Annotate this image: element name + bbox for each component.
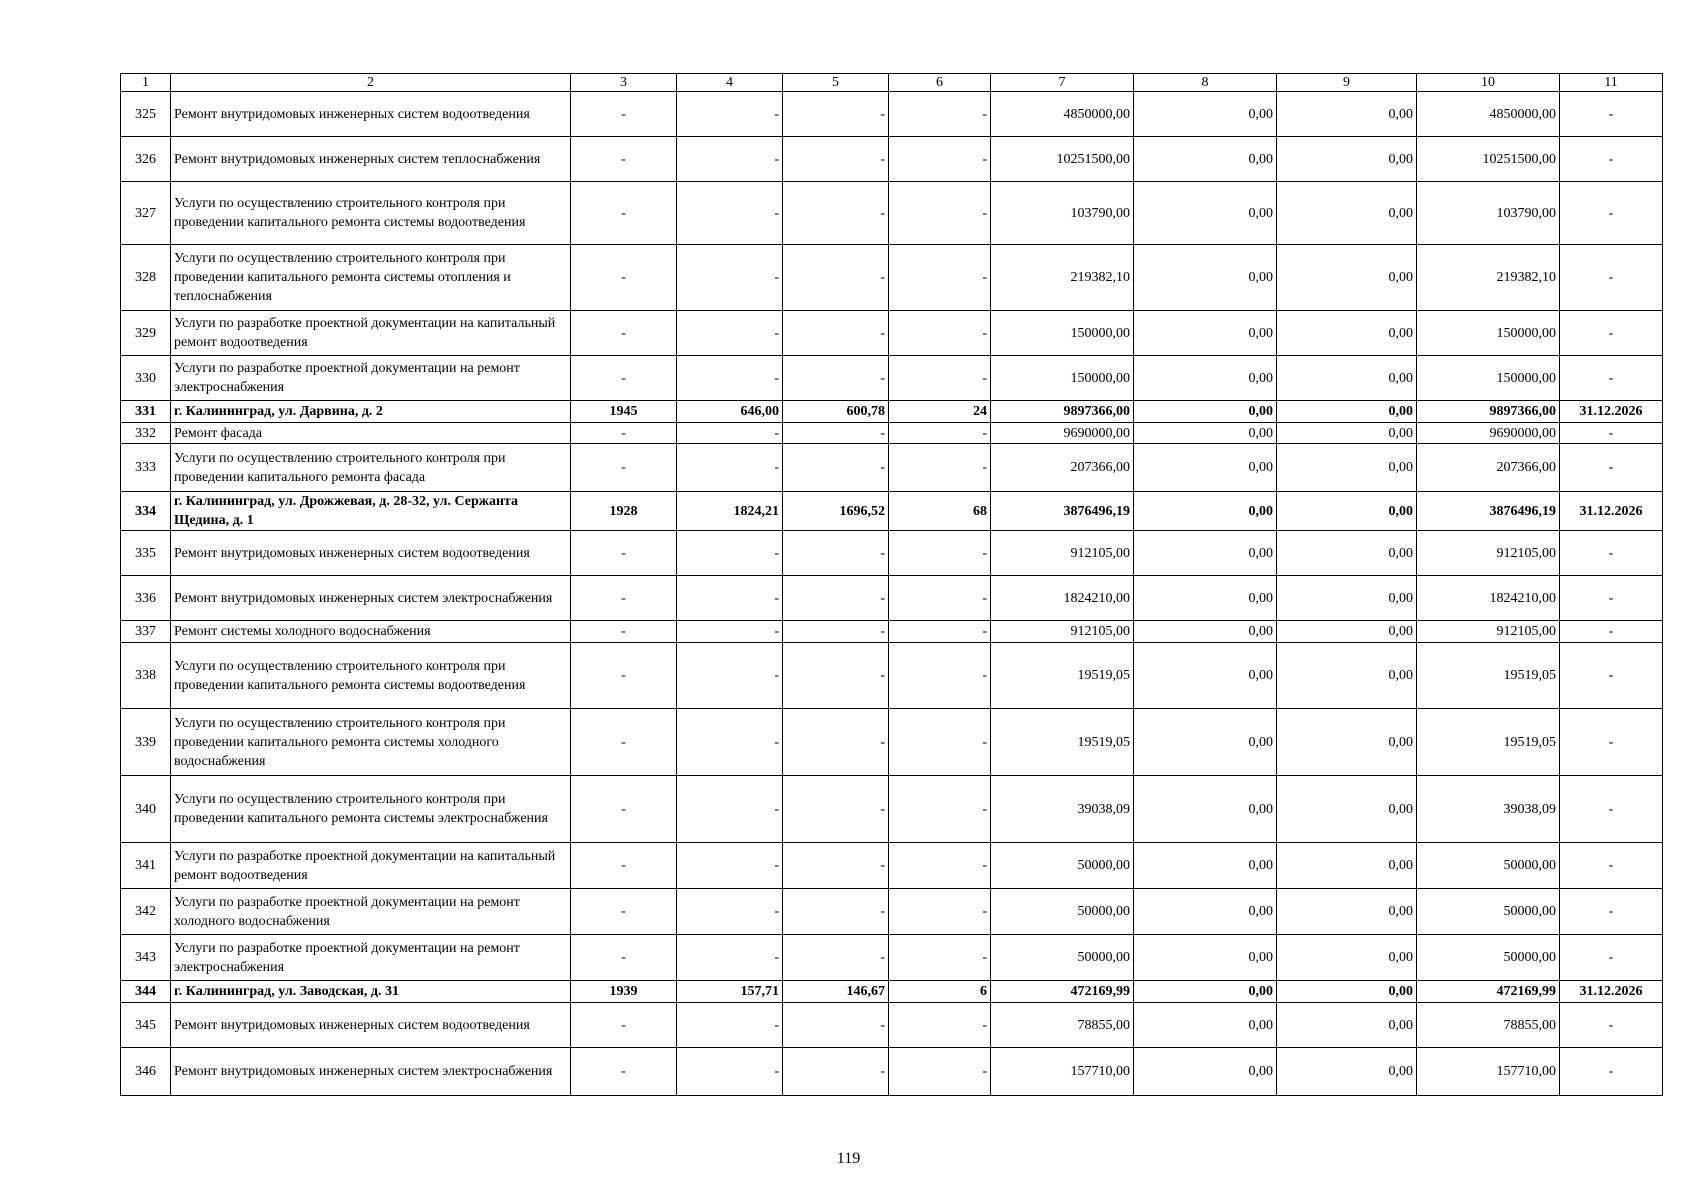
fund-cost-cell: 0,00	[1134, 776, 1277, 843]
row-number-cell: 332	[121, 423, 171, 444]
budget-cost-cell: 0,00	[1277, 843, 1417, 889]
table-row	[121, 245, 1663, 311]
deadline-cell: -	[1560, 935, 1663, 981]
row-number-cell: 339	[121, 709, 171, 776]
total-area-cell: 157,71	[677, 981, 783, 1003]
year-cell: -	[571, 621, 677, 643]
table-row	[121, 492, 1663, 531]
owner-cost-cell: 912105,00	[1417, 531, 1560, 576]
year-cell: -	[571, 643, 677, 709]
fund-cost-cell: 0,00	[1134, 643, 1277, 709]
table-row	[121, 843, 1663, 889]
owner-cost-cell: 472169,99	[1417, 981, 1560, 1003]
year-cell: 1928	[571, 492, 677, 531]
owner-cost-cell: 50000,00	[1417, 935, 1560, 981]
item-description-cell: Ремонт внутридомовых инженерных систем водоотведения	[171, 531, 571, 576]
total-cost-cell: 472169,99	[991, 981, 1134, 1003]
budget-cost-cell: 0,00	[1277, 531, 1417, 576]
total-cost-cell: 19519,05	[991, 643, 1134, 709]
budget-cost-cell: 0,00	[1277, 356, 1417, 401]
fund-cost-cell: 0,00	[1134, 137, 1277, 182]
residents-cell: -	[889, 1003, 991, 1048]
budget-cost-cell: 0,00	[1277, 576, 1417, 621]
item-description-cell: Услуги по осуществлению строительного контроля при проведении капитального ремонта системы холодного водоснабжения	[171, 709, 571, 776]
budget-cost-cell: 0,00	[1277, 423, 1417, 444]
year-cell: -	[571, 1003, 677, 1048]
owner-cost-cell: 4850000,00	[1417, 92, 1560, 137]
owner-cost-cell: 50000,00	[1417, 889, 1560, 935]
column-number: 3	[571, 74, 677, 92]
living-area-cell: -	[783, 182, 889, 245]
budget-cost-cell: 0,00	[1277, 92, 1417, 137]
row-number-cell: 336	[121, 576, 171, 621]
item-description-cell: Услуги по осуществлению строительного контроля при проведении капитального ремонта системы водоотведения	[171, 182, 571, 245]
item-description-cell: г. Калининград, ул. Дарвина, д. 2	[171, 401, 571, 423]
total-cost-cell: 1824210,00	[991, 576, 1134, 621]
residents-cell: -	[889, 843, 991, 889]
table-row	[121, 776, 1663, 843]
table-row	[121, 709, 1663, 776]
deadline-cell: -	[1560, 531, 1663, 576]
year-cell: -	[571, 709, 677, 776]
fund-cost-cell: 0,00	[1134, 92, 1277, 137]
fund-cost-cell: 0,00	[1134, 1003, 1277, 1048]
total-area-cell: -	[677, 889, 783, 935]
owner-cost-cell: 150000,00	[1417, 311, 1560, 356]
data-table	[120, 73, 1663, 1096]
total-cost-cell: 157710,00	[991, 1048, 1134, 1096]
row-number-cell: 341	[121, 843, 171, 889]
residents-cell: -	[889, 356, 991, 401]
fund-cost-cell: 0,00	[1134, 981, 1277, 1003]
page-number: 119	[836, 1150, 861, 1167]
living-area-cell: -	[783, 423, 889, 444]
budget-cost-cell: 0,00	[1277, 1048, 1417, 1096]
table-row	[121, 1003, 1663, 1048]
total-cost-cell: 219382,10	[991, 245, 1134, 311]
budget-cost-cell: 0,00	[1277, 643, 1417, 709]
row-number-cell: 328	[121, 245, 171, 311]
year-cell: -	[571, 935, 677, 981]
fund-cost-cell: 0,00	[1134, 311, 1277, 356]
residents-cell: 24	[889, 401, 991, 423]
budget-cost-cell: 0,00	[1277, 137, 1417, 182]
living-area-cell: -	[783, 1003, 889, 1048]
deadline-cell: -	[1560, 643, 1663, 709]
total-cost-cell: 50000,00	[991, 843, 1134, 889]
table-row	[121, 423, 1663, 444]
living-area-cell: -	[783, 776, 889, 843]
row-number-cell: 346	[121, 1048, 171, 1096]
budget-cost-cell: 0,00	[1277, 889, 1417, 935]
living-area-cell: -	[783, 889, 889, 935]
total-cost-cell: 3876496,19	[991, 492, 1134, 531]
living-area-cell: -	[783, 1048, 889, 1096]
table-row	[121, 182, 1663, 245]
owner-cost-cell: 207366,00	[1417, 444, 1560, 492]
total-area-cell: -	[677, 245, 783, 311]
residents-cell: -	[889, 423, 991, 444]
column-number: 11	[1560, 74, 1663, 92]
living-area-cell: -	[783, 531, 889, 576]
residents-cell: -	[889, 137, 991, 182]
owner-cost-cell: 103790,00	[1417, 182, 1560, 245]
row-number-cell: 334	[121, 492, 171, 531]
table-row	[121, 531, 1663, 576]
budget-cost-cell: 0,00	[1277, 935, 1417, 981]
item-description-cell: Ремонт фасада	[171, 423, 571, 444]
row-number-cell: 325	[121, 92, 171, 137]
total-cost-cell: 19519,05	[991, 709, 1134, 776]
year-cell: -	[571, 889, 677, 935]
budget-cost-cell: 0,00	[1277, 401, 1417, 423]
item-description-cell: Ремонт внутридомовых инженерных систем электроснабжения	[171, 576, 571, 621]
living-area-cell: -	[783, 92, 889, 137]
budget-cost-cell: 0,00	[1277, 709, 1417, 776]
total-area-cell: -	[677, 709, 783, 776]
owner-cost-cell: 1824210,00	[1417, 576, 1560, 621]
total-cost-cell: 912105,00	[991, 621, 1134, 643]
residents-cell: -	[889, 92, 991, 137]
fund-cost-cell: 0,00	[1134, 182, 1277, 245]
deadline-cell: -	[1560, 137, 1663, 182]
column-number: 6	[889, 74, 991, 92]
budget-cost-cell: 0,00	[1277, 492, 1417, 531]
item-description-cell: Услуги по разработке проектной документации на ремонт холодного водоснабжения	[171, 889, 571, 935]
total-cost-cell: 39038,09	[991, 776, 1134, 843]
budget-cost-cell: 0,00	[1277, 245, 1417, 311]
owner-cost-cell: 3876496,19	[1417, 492, 1560, 531]
owner-cost-cell: 19519,05	[1417, 709, 1560, 776]
fund-cost-cell: 0,00	[1134, 843, 1277, 889]
deadline-cell: 31.12.2026	[1560, 492, 1663, 531]
total-cost-cell: 10251500,00	[991, 137, 1134, 182]
table-row	[121, 981, 1663, 1003]
residents-cell: -	[889, 531, 991, 576]
deadline-cell: -	[1560, 92, 1663, 137]
table-body	[121, 92, 1663, 1096]
budget-cost-cell: 0,00	[1277, 444, 1417, 492]
fund-cost-cell: 0,00	[1134, 492, 1277, 531]
year-cell: -	[571, 423, 677, 444]
item-description-cell: Услуги по осуществлению строительного контроля при проведении капитального ремонта фасада	[171, 444, 571, 492]
total-cost-cell: 9690000,00	[991, 423, 1134, 444]
fund-cost-cell: 0,00	[1134, 245, 1277, 311]
living-area-cell: -	[783, 709, 889, 776]
total-cost-cell: 912105,00	[991, 531, 1134, 576]
table-row	[121, 444, 1663, 492]
year-cell: -	[571, 245, 677, 311]
item-description-cell: г. Калининград, ул. Заводская, д. 31	[171, 981, 571, 1003]
row-number-cell: 342	[121, 889, 171, 935]
item-description-cell: Ремонт внутридомовых инженерных систем водоотведения	[171, 92, 571, 137]
owner-cost-cell: 150000,00	[1417, 356, 1560, 401]
deadline-cell: -	[1560, 843, 1663, 889]
column-number: 5	[783, 74, 889, 92]
total-area-cell: -	[677, 444, 783, 492]
data-table-container	[120, 73, 1662, 1096]
living-area-cell: -	[783, 643, 889, 709]
row-number-cell: 340	[121, 776, 171, 843]
table-row	[121, 1048, 1663, 1096]
table-row	[121, 643, 1663, 709]
owner-cost-cell: 912105,00	[1417, 621, 1560, 643]
row-number-cell: 344	[121, 981, 171, 1003]
fund-cost-cell: 0,00	[1134, 423, 1277, 444]
living-area-cell: -	[783, 935, 889, 981]
total-cost-cell: 150000,00	[991, 356, 1134, 401]
total-area-cell: -	[677, 643, 783, 709]
living-area-cell: 600,78	[783, 401, 889, 423]
year-cell: -	[571, 137, 677, 182]
row-number-cell: 330	[121, 356, 171, 401]
budget-cost-cell: 0,00	[1277, 776, 1417, 843]
year-cell: -	[571, 356, 677, 401]
living-area-cell: -	[783, 576, 889, 621]
residents-cell: -	[889, 182, 991, 245]
residents-cell: -	[889, 935, 991, 981]
column-number: 10	[1417, 74, 1560, 92]
column-number: 8	[1134, 74, 1277, 92]
row-number-cell: 331	[121, 401, 171, 423]
total-area-cell: 1824,21	[677, 492, 783, 531]
deadline-cell: -	[1560, 423, 1663, 444]
total-cost-cell: 150000,00	[991, 311, 1134, 356]
column-number: 1	[121, 74, 171, 92]
residents-cell: -	[889, 576, 991, 621]
row-number-cell: 326	[121, 137, 171, 182]
owner-cost-cell: 157710,00	[1417, 1048, 1560, 1096]
total-area-cell: -	[677, 182, 783, 245]
row-number-cell: 337	[121, 621, 171, 643]
deadline-cell: 31.12.2026	[1560, 981, 1663, 1003]
column-number: 9	[1277, 74, 1417, 92]
fund-cost-cell: 0,00	[1134, 621, 1277, 643]
living-area-cell: -	[783, 843, 889, 889]
total-cost-cell: 207366,00	[991, 444, 1134, 492]
budget-cost-cell: 0,00	[1277, 311, 1417, 356]
living-area-cell: -	[783, 245, 889, 311]
year-cell: -	[571, 576, 677, 621]
row-number-cell: 345	[121, 1003, 171, 1048]
total-area-cell: -	[677, 1003, 783, 1048]
budget-cost-cell: 0,00	[1277, 621, 1417, 643]
deadline-cell: -	[1560, 311, 1663, 356]
owner-cost-cell: 39038,09	[1417, 776, 1560, 843]
year-cell: -	[571, 92, 677, 137]
total-area-cell: 646,00	[677, 401, 783, 423]
residents-cell: -	[889, 311, 991, 356]
total-area-cell: -	[677, 576, 783, 621]
budget-cost-cell: 0,00	[1277, 182, 1417, 245]
item-description-cell: Услуги по осуществлению строительного контроля при проведении капитального ремонта системы водоотведения	[171, 643, 571, 709]
residents-cell: -	[889, 776, 991, 843]
row-number-cell: 329	[121, 311, 171, 356]
column-number-row	[121, 74, 1663, 92]
residents-cell: -	[889, 621, 991, 643]
item-description-cell: Услуги по разработке проектной документации на капитальный ремонт водоотведения	[171, 843, 571, 889]
deadline-cell: -	[1560, 245, 1663, 311]
year-cell: -	[571, 1048, 677, 1096]
total-cost-cell: 9897366,00	[991, 401, 1134, 423]
row-number-cell: 335	[121, 531, 171, 576]
residents-cell: 6	[889, 981, 991, 1003]
living-area-cell: -	[783, 311, 889, 356]
item-description-cell: Ремонт системы холодного водоснабжения	[171, 621, 571, 643]
column-number: 4	[677, 74, 783, 92]
owner-cost-cell: 50000,00	[1417, 843, 1560, 889]
deadline-cell: 31.12.2026	[1560, 401, 1663, 423]
total-area-cell: -	[677, 137, 783, 182]
living-area-cell: -	[783, 356, 889, 401]
fund-cost-cell: 0,00	[1134, 889, 1277, 935]
residents-cell: -	[889, 643, 991, 709]
item-description-cell: Услуги по разработке проектной документации на капитальный ремонт водоотведения	[171, 311, 571, 356]
item-description-cell: г. Калининград, ул. Дрожжевая, д. 28-32, ул. Сержанта Щедина, д. 1	[171, 492, 571, 531]
total-cost-cell: 50000,00	[991, 935, 1134, 981]
residents-cell: -	[889, 245, 991, 311]
deadline-cell: -	[1560, 1048, 1663, 1096]
fund-cost-cell: 0,00	[1134, 356, 1277, 401]
item-description-cell: Услуги по разработке проектной документации на ремонт электроснабжения	[171, 935, 571, 981]
fund-cost-cell: 0,00	[1134, 444, 1277, 492]
item-description-cell: Услуги по разработке проектной документации на ремонт электроснабжения	[171, 356, 571, 401]
table-row	[121, 311, 1663, 356]
item-description-cell: Ремонт внутридомовых инженерных систем водоотведения	[171, 1003, 571, 1048]
total-area-cell: -	[677, 356, 783, 401]
budget-cost-cell: 0,00	[1277, 1003, 1417, 1048]
row-number-cell: 338	[121, 643, 171, 709]
budget-cost-cell: 0,00	[1277, 981, 1417, 1003]
living-area-cell: 146,67	[783, 981, 889, 1003]
year-cell: -	[571, 444, 677, 492]
residents-cell: -	[889, 1048, 991, 1096]
year-cell: 1939	[571, 981, 677, 1003]
fund-cost-cell: 0,00	[1134, 531, 1277, 576]
total-area-cell: -	[677, 92, 783, 137]
table-row	[121, 935, 1663, 981]
column-number: 2	[171, 74, 571, 92]
item-description-cell: Ремонт внутридомовых инженерных систем электроснабжения	[171, 1048, 571, 1096]
table-row	[121, 401, 1663, 423]
total-cost-cell: 50000,00	[991, 889, 1134, 935]
table-row	[121, 356, 1663, 401]
total-cost-cell: 103790,00	[991, 182, 1134, 245]
year-cell: -	[571, 311, 677, 356]
total-area-cell: -	[677, 311, 783, 356]
owner-cost-cell: 19519,05	[1417, 643, 1560, 709]
year-cell: -	[571, 531, 677, 576]
item-description-cell: Услуги по осуществлению строительного контроля при проведении капитального ремонта системы электроснабжения	[171, 776, 571, 843]
total-cost-cell: 78855,00	[991, 1003, 1134, 1048]
living-area-cell: 1696,52	[783, 492, 889, 531]
total-area-cell: -	[677, 935, 783, 981]
deadline-cell: -	[1560, 356, 1663, 401]
row-number-cell: 333	[121, 444, 171, 492]
residents-cell: -	[889, 889, 991, 935]
deadline-cell: -	[1560, 776, 1663, 843]
item-description-cell: Ремонт внутридомовых инженерных систем теплоснабжения	[171, 137, 571, 182]
row-number-cell: 343	[121, 935, 171, 981]
fund-cost-cell: 0,00	[1134, 576, 1277, 621]
total-area-cell: -	[677, 843, 783, 889]
deadline-cell: -	[1560, 1003, 1663, 1048]
total-area-cell: -	[677, 423, 783, 444]
total-area-cell: -	[677, 776, 783, 843]
owner-cost-cell: 219382,10	[1417, 245, 1560, 311]
deadline-cell: -	[1560, 709, 1663, 776]
table-row	[121, 889, 1663, 935]
deadline-cell: -	[1560, 576, 1663, 621]
column-number: 7	[991, 74, 1134, 92]
total-area-cell: -	[677, 1048, 783, 1096]
living-area-cell: -	[783, 137, 889, 182]
year-cell: -	[571, 776, 677, 843]
total-area-cell: -	[677, 531, 783, 576]
table-row	[121, 576, 1663, 621]
owner-cost-cell: 9690000,00	[1417, 423, 1560, 444]
owner-cost-cell: 78855,00	[1417, 1003, 1560, 1048]
table-row	[121, 92, 1663, 137]
deadline-cell: -	[1560, 889, 1663, 935]
fund-cost-cell: 0,00	[1134, 935, 1277, 981]
total-cost-cell: 4850000,00	[991, 92, 1134, 137]
fund-cost-cell: 0,00	[1134, 1048, 1277, 1096]
owner-cost-cell: 10251500,00	[1417, 137, 1560, 182]
residents-cell: -	[889, 444, 991, 492]
total-area-cell: -	[677, 621, 783, 643]
fund-cost-cell: 0,00	[1134, 401, 1277, 423]
row-number-cell: 327	[121, 182, 171, 245]
year-cell: -	[571, 182, 677, 245]
living-area-cell: -	[783, 444, 889, 492]
owner-cost-cell: 9897366,00	[1417, 401, 1560, 423]
residents-cell: -	[889, 709, 991, 776]
year-cell: -	[571, 843, 677, 889]
year-cell: 1945	[571, 401, 677, 423]
item-description-cell: Услуги по осуществлению строительного контроля при проведении капитального ремонта системы отопления и теплоснабжения	[171, 245, 571, 311]
fund-cost-cell: 0,00	[1134, 709, 1277, 776]
table-row	[121, 137, 1663, 182]
deadline-cell: -	[1560, 621, 1663, 643]
deadline-cell: -	[1560, 444, 1663, 492]
deadline-cell: -	[1560, 182, 1663, 245]
living-area-cell: -	[783, 621, 889, 643]
table-row	[121, 621, 1663, 643]
residents-cell: 68	[889, 492, 991, 531]
